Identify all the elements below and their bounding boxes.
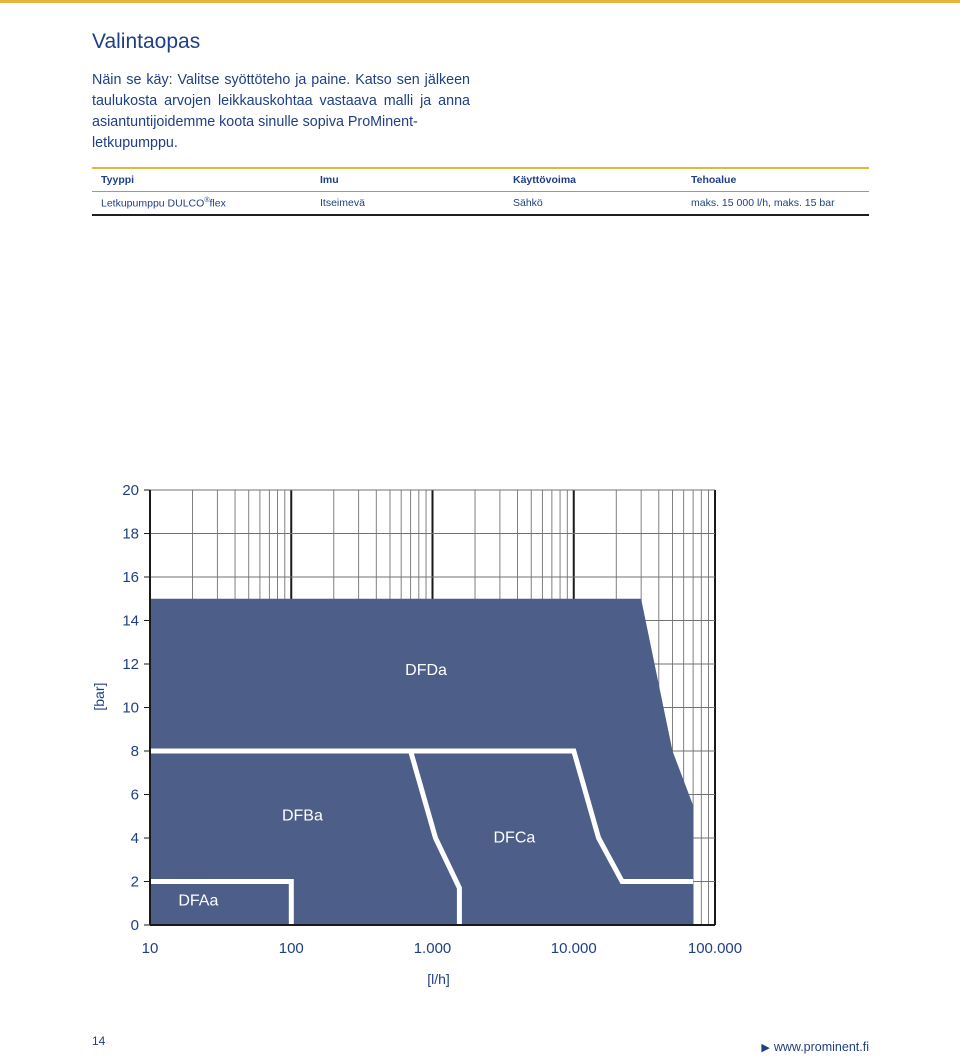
- y-tick-label: 2: [130, 873, 139, 891]
- series-area-dfda: [150, 599, 693, 925]
- y-axis-label: [bar]: [91, 682, 107, 711]
- cell-drive: Sähkö: [504, 192, 682, 215]
- region-label-dfda: DFDa: [405, 661, 447, 679]
- top-rule: [0, 0, 960, 3]
- y-tick-label: 0: [130, 917, 139, 934]
- region-label-dfca: DFCa: [493, 829, 536, 847]
- y-tick-label: 4: [130, 830, 139, 847]
- intro-text: [92, 70, 470, 154]
- x-tick-label: 1.000: [413, 940, 452, 957]
- x-axis-label: [l/h]: [427, 971, 450, 987]
- website-link[interactable]: [761, 1040, 869, 1054]
- selection-table: [92, 167, 869, 216]
- y-tick-label: 8: [130, 743, 139, 760]
- header-drive: Käyttövoima: [504, 168, 682, 192]
- header-type: Tyyppi: [92, 168, 311, 192]
- x-tick-label: 100.000: [687, 940, 743, 957]
- type-text: Letkupumppu DULCO: [101, 197, 205, 210]
- intro-line-2: letkupumppu.: [92, 135, 178, 151]
- region-label-dfaa: DFAa: [178, 892, 219, 910]
- y-tick-label: 10: [122, 699, 139, 717]
- region-label-dfba: DFBa: [281, 807, 323, 825]
- arrow-right-icon: ▶: [761, 1042, 770, 1054]
- website-text: www.prominent.fi: [773, 1040, 869, 1054]
- cell-range: maks. 15 000 l/h, maks. 15 bar: [682, 192, 869, 215]
- registered-mark: ®: [204, 197, 210, 204]
- table-row: [92, 192, 869, 215]
- x-tick-label: 10.000: [550, 940, 597, 957]
- y-tick-label: 16: [122, 569, 139, 586]
- header-suction: Imu: [311, 168, 504, 192]
- y-tick-label: 20: [122, 482, 139, 499]
- y-tick-label: 14: [122, 612, 139, 630]
- x-tick-label: 10: [141, 940, 159, 957]
- header-range: Tehoalue: [682, 168, 869, 192]
- x-tick-label: 100: [278, 940, 304, 957]
- page-title: Valintaopas: [92, 30, 201, 53]
- y-tick-label: 6: [130, 786, 139, 804]
- intro-line-1: Näin se käy: Valitse syöttöteho ja paine. Katso sen jälkeen taulukosta arvojen leikkauskohtaa vastaava malli ja anna asiantuntijoidemme koota sinulle sopiva ProMinent-: [92, 72, 470, 130]
- type-suffix: flex: [209, 197, 226, 210]
- table-header-row: [92, 168, 869, 192]
- y-tick-label: 12: [122, 656, 139, 673]
- cell-suction: Itseimevä: [311, 192, 504, 215]
- page-number: 14: [92, 1034, 106, 1048]
- y-tick-label: 18: [122, 525, 139, 543]
- cell-type: [92, 192, 311, 215]
- pump-selection-chart: [80, 470, 760, 990]
